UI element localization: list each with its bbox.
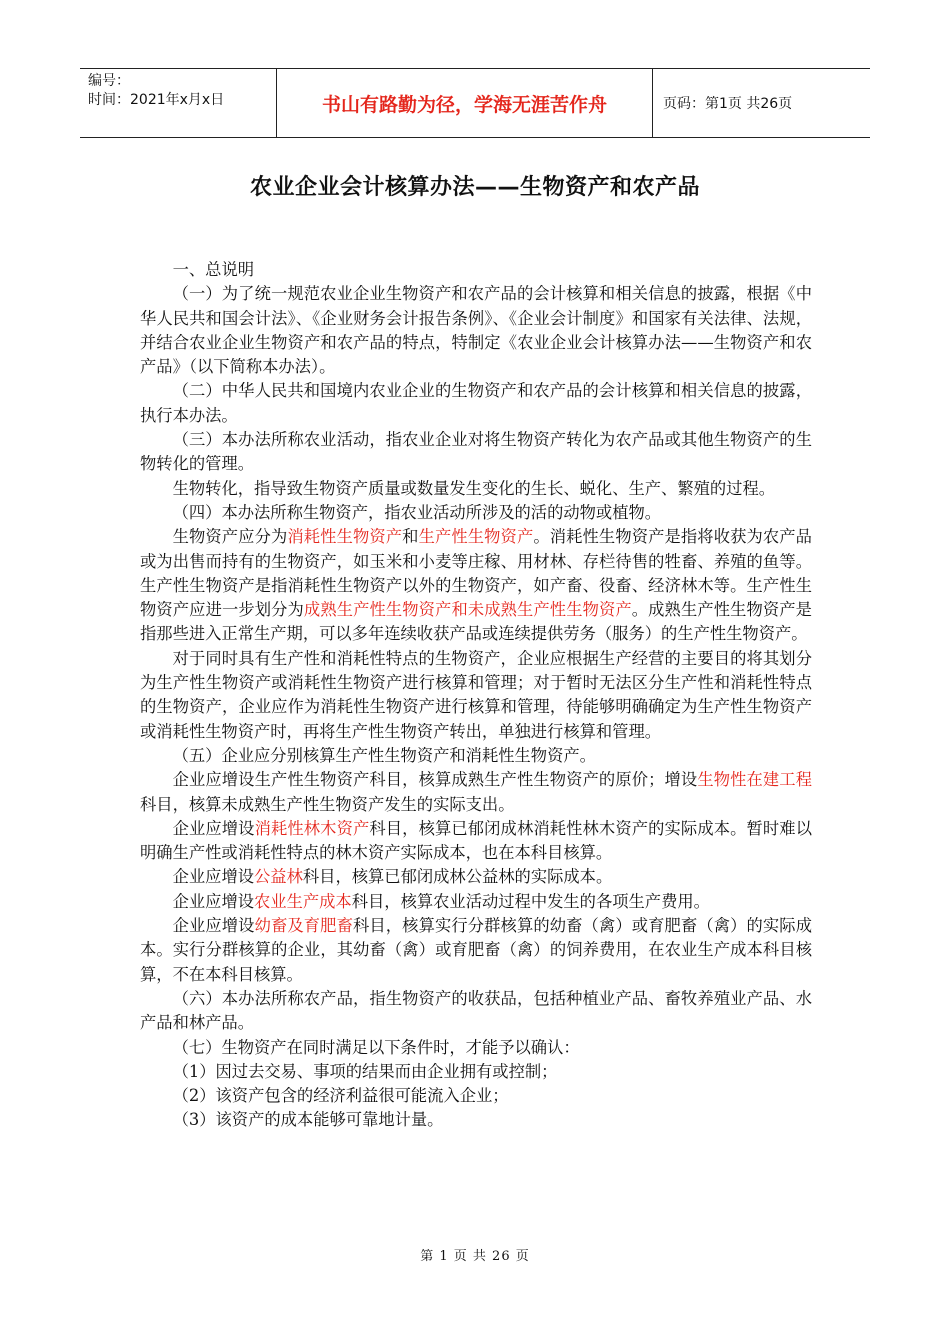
paragraph-text: （七）生物资产在同时满足以下条件时，才能予以确认： [172,1037,580,1057]
paragraph-text: 一、总说明 [172,260,255,279]
paragraph-text: 科目，核算农业活动过程中发生的各项生产费用。 [351,891,710,911]
paragraph-text: 生物转化，指导致生物资产质量或数量发生变化的生长、蜕化、生产、繁殖的过程。 [172,478,776,498]
date-label: 时间：2021年x月x日 [88,92,225,108]
highlighted-term: 生物性在建工程 [697,770,812,790]
paragraph [140,1036,812,1060]
paragraph [140,428,812,477]
paragraph-text: （四）本办法所称生物资产，指农业活动所涉及的活的动物或植物。 [172,502,662,522]
paragraph [140,987,812,1036]
page-header [80,68,870,138]
paragraph [140,258,812,282]
paragraph [140,501,812,525]
paragraph-text: （三）本办法所称农业活动，指农业企业对将生物资产转化为农产品或其他生物资产的生物转化的管理。 [140,430,812,474]
paragraph [140,647,812,744]
paragraph-text: 科目，核算实行分群核算的幼畜（禽）或育肥畜（禽）的实际成本。实行分群核算的企业，其幼畜（禽）或育肥畜（禽）的饲养费用，在农业生产成本科目核算，不在本科目核算。 [140,916,812,984]
paragraph-text: （一）为了统一规范农业企业生物资产和农产品的会计核算和相关信息的披露，根据《中华人民共和国会计法》、《企业财务会计报告条例》、《企业会计制度》和国家有关法律、法规，并结合农业企业生物资产和农产品的特点，特制定《农业企业会计核算办法——生物资产和农产品》（以下简称本办法）。 [140,284,812,377]
paragraph [140,1060,812,1084]
paragraph [140,865,812,889]
header-page-info: 页码：第1页 共26页 [663,96,793,112]
paragraph [140,1108,812,1132]
paragraph-text: （3）该资产的成本能够可靠地计量。 [172,1110,444,1130]
header-motto: 书山有路勤为径，学海无涯苦作舟 [277,69,653,137]
paragraph-text: 生物资产应分为 [172,527,288,547]
highlighted-term: 成熟生产性生物资产和未成熟生产性生物资产 [303,600,632,620]
header-meta [80,69,277,137]
paragraph-text: 。成熟生产性生物资产是指那些进入正常生产期，可以多年连续收获产品或连续提供劳务（服务）的生产性生物资产。 [140,600,812,644]
paragraph-text: （1）因过去交易、事项的结果而由企业拥有或控制； [172,1061,558,1081]
paragraph-text: （2）该资产包含的经济利益很可能流入企业； [172,1086,509,1106]
page-footer: 第 1 页 共 26 页 [420,1249,530,1264]
paragraph [140,379,812,428]
paragraph [140,525,812,646]
paragraph-text: 。消耗性生物资产是指将收获为农产品或为出售而持有的生物资产，如玉米和小麦等庄稼、用材林、存栏待售的牲畜、养殖的鱼等。生产性生物资产是指消耗性生物资产以外的生物资产，如产畜、役畜、经济林木等。生产性生物资产应进一步划分为 [140,527,812,620]
number-label: 编号： [88,73,130,89]
paragraph-text: 企业应增设生产性生物资产科目，核算成熟生产性生物资产的原价；增设 [172,770,698,790]
document-body [140,258,812,1133]
highlighted-term: 幼畜及育肥畜 [254,916,353,936]
highlighted-term: 消耗性林木资产 [254,818,370,838]
paragraph-text: 对于同时具有生产性和消耗性特点的生物资产，企业应根据生产经营的主要目的将其划分为生产性生物资产或消耗性生物资产进行核算和管理；对于暂时无法区分生产性和消耗性特点的生物资产，企业应作为消耗性生物资产进行核算和管理，待能够明确确定为生产性生物资产或消耗性生物资产时，再将生产性生物资产转出，单独进行核算和管理。 [140,648,812,741]
paragraph-text: 企业应增设 [172,891,255,911]
paragraph-text: （二）中华人民共和国境内农业企业的生物资产和农产品的会计核算和相关信息的披露，执行本办法。 [140,381,812,425]
paragraph-text: 科目，核算已郁闭成林消耗性林木资产的实际成本。暂时难以明确生产性或消耗性特点的林木资产实际成本，也在本科目核算。 [140,818,812,863]
document-title: 农业企业会计核算办法——生物资产和农产品 [249,175,700,200]
paragraph [140,817,812,866]
paragraph [140,768,812,817]
paragraph [140,282,812,379]
paragraph-text: 企业应增设 [172,867,255,887]
paragraph [140,890,812,914]
paragraph [140,914,812,987]
highlighted-term: 农业生产成本 [254,891,352,911]
highlighted-term: 生产性生物资产 [418,527,534,547]
paragraph [140,744,812,768]
paragraph-text: 科目，核算已郁闭成林公益林的实际成本。 [302,867,613,887]
highlighted-term: 公益林 [254,867,303,887]
paragraph-text: 企业应增设 [172,916,255,936]
paragraph-text: 和 [402,527,419,547]
highlighted-term: 消耗性生物资产 [287,527,403,547]
paragraph-text: （六）本办法所称农产品，指生物资产的收获品，包括种植业产品、畜牧养殖业产品、水产品和林产品。 [140,988,812,1033]
paragraph [140,477,812,501]
paragraph-text: 科目，核算未成熟生产性生物资产发生的实际支出。 [140,794,515,814]
paragraph [140,1084,812,1108]
paragraph-text: 企业应增设 [172,818,255,838]
paragraph-text: （五）企业应分别核算生产性生物资产和消耗性生物资产。 [172,745,596,765]
